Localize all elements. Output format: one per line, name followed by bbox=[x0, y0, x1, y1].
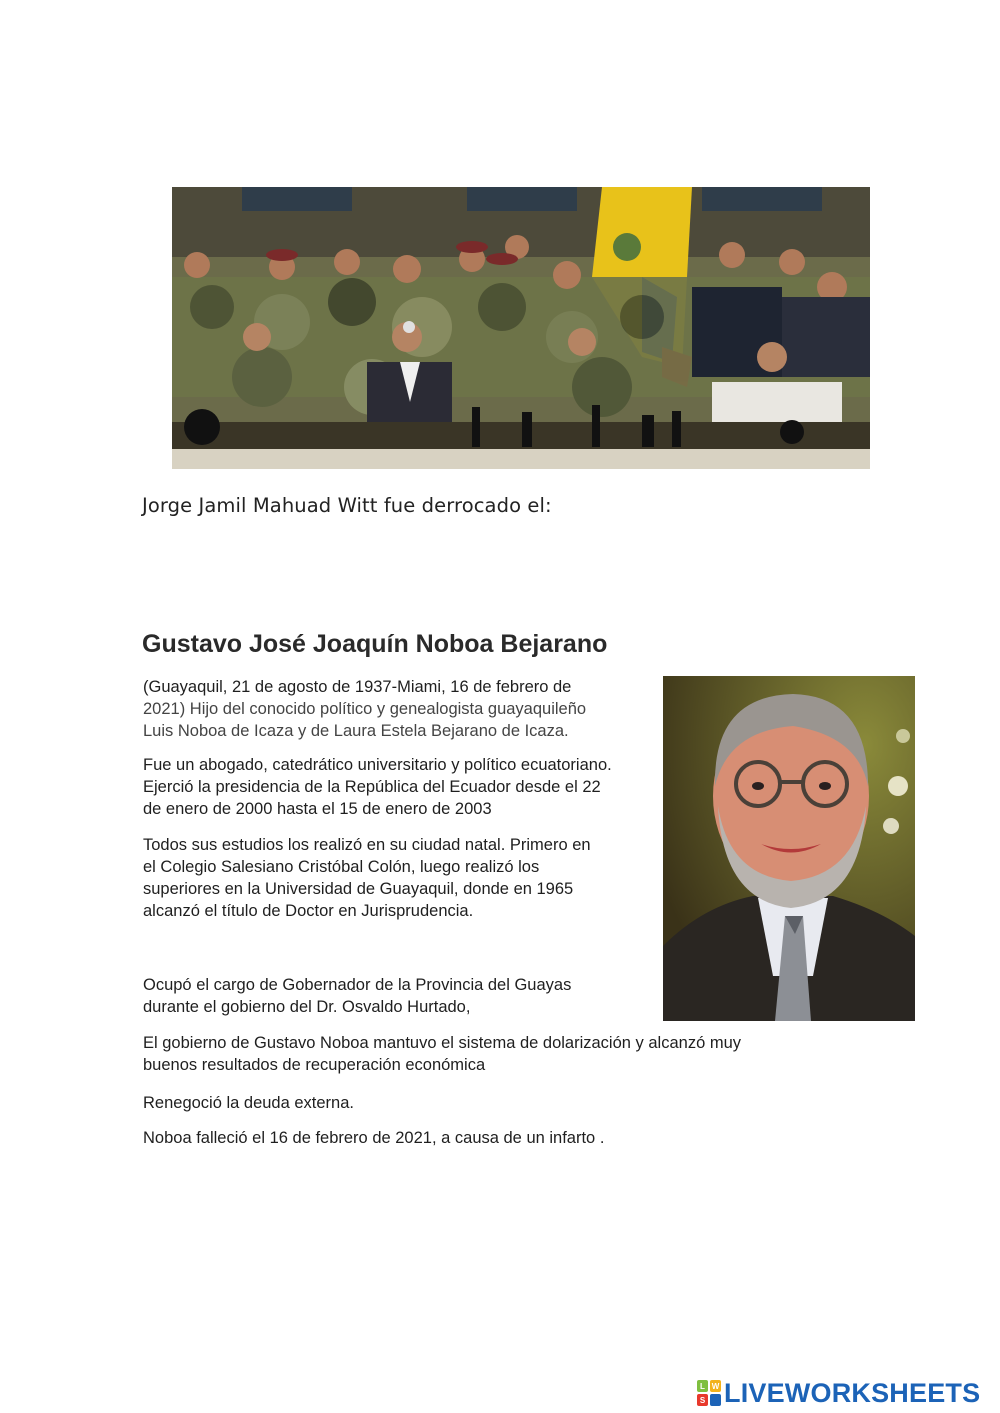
paragraph-line: de enero de 2000 hasta el 15 de enero de 2003 bbox=[143, 800, 492, 818]
paragraph-debt bbox=[143, 1092, 354, 1114]
paragraph-career bbox=[143, 754, 612, 820]
paragraph-line: Ocupó el cargo de Gobernador de la Provincia del Guayas bbox=[143, 976, 572, 994]
svg-text:L: L bbox=[700, 1382, 705, 1391]
question-text: Jorge Jamil Mahuad Witt fue derrocado el: bbox=[142, 494, 552, 517]
paragraph-line: buenos resultados de recuperación económica bbox=[143, 1056, 486, 1074]
liveworksheets-logo-text: LIVEWORKSHEETS bbox=[724, 1377, 981, 1408]
paragraph-line: (Guayaquil, 21 de agosto de 1937-Miami, 16 de febrero de bbox=[143, 678, 572, 696]
paragraph-line: Todos sus estudios los realizó en su ciudad natal. Primero en bbox=[143, 836, 591, 854]
paragraph-line: Ejerció la presidencia de la República del Ecuador desde el 22 bbox=[143, 778, 601, 796]
paragraph-line: Luis Noboa de Icaza y de Laura Estela Bejarano de Icaza. bbox=[143, 722, 569, 740]
liveworksheets-logo bbox=[697, 1378, 980, 1408]
paragraph-line: Renegoció la deuda externa. bbox=[143, 1094, 354, 1112]
biography-title: Gustavo José Joaquín Noboa Bejarano bbox=[142, 630, 608, 658]
svg-text:W: W bbox=[711, 1382, 720, 1391]
paragraph-death bbox=[143, 1127, 604, 1149]
paragraph-studies bbox=[143, 834, 591, 922]
paragraph-line: 2021) Hijo del conocido político y genealogista guayaquileño bbox=[143, 700, 587, 718]
paragraph-line: Fue un abogado, catedrático universitario y político ecuatoriano. bbox=[143, 756, 612, 774]
paragraph-line: el Colegio Salesiano Cristóbal Colón, luego realizó los bbox=[143, 858, 540, 876]
gustavo-noboa-portrait bbox=[663, 676, 915, 1021]
paragraph-line: El gobierno de Gustavo Noboa mantuvo el sistema de dolarización y alcanzó muy bbox=[143, 1034, 741, 1052]
svg-text:S: S bbox=[699, 1396, 706, 1405]
paragraph-line: alcanzó el título de Doctor en Jurisprudencia. bbox=[143, 902, 474, 920]
liveworksheets-logo-icon bbox=[697, 1380, 721, 1406]
paragraph-dollarization bbox=[143, 1032, 741, 1076]
paragraph-line: durante el gobierno del Dr. Osvaldo Hurtado, bbox=[143, 998, 471, 1016]
paragraph-line: Noboa falleció el 16 de febrero de 2021, a causa de un infarto . bbox=[143, 1129, 605, 1147]
soldiers-press-conference-photo bbox=[172, 187, 870, 469]
paragraph-line: superiores en la Universidad de Guayaquil, donde en 1965 bbox=[143, 880, 574, 898]
paragraph-birth bbox=[143, 676, 586, 742]
paragraph-governor bbox=[143, 974, 571, 1018]
